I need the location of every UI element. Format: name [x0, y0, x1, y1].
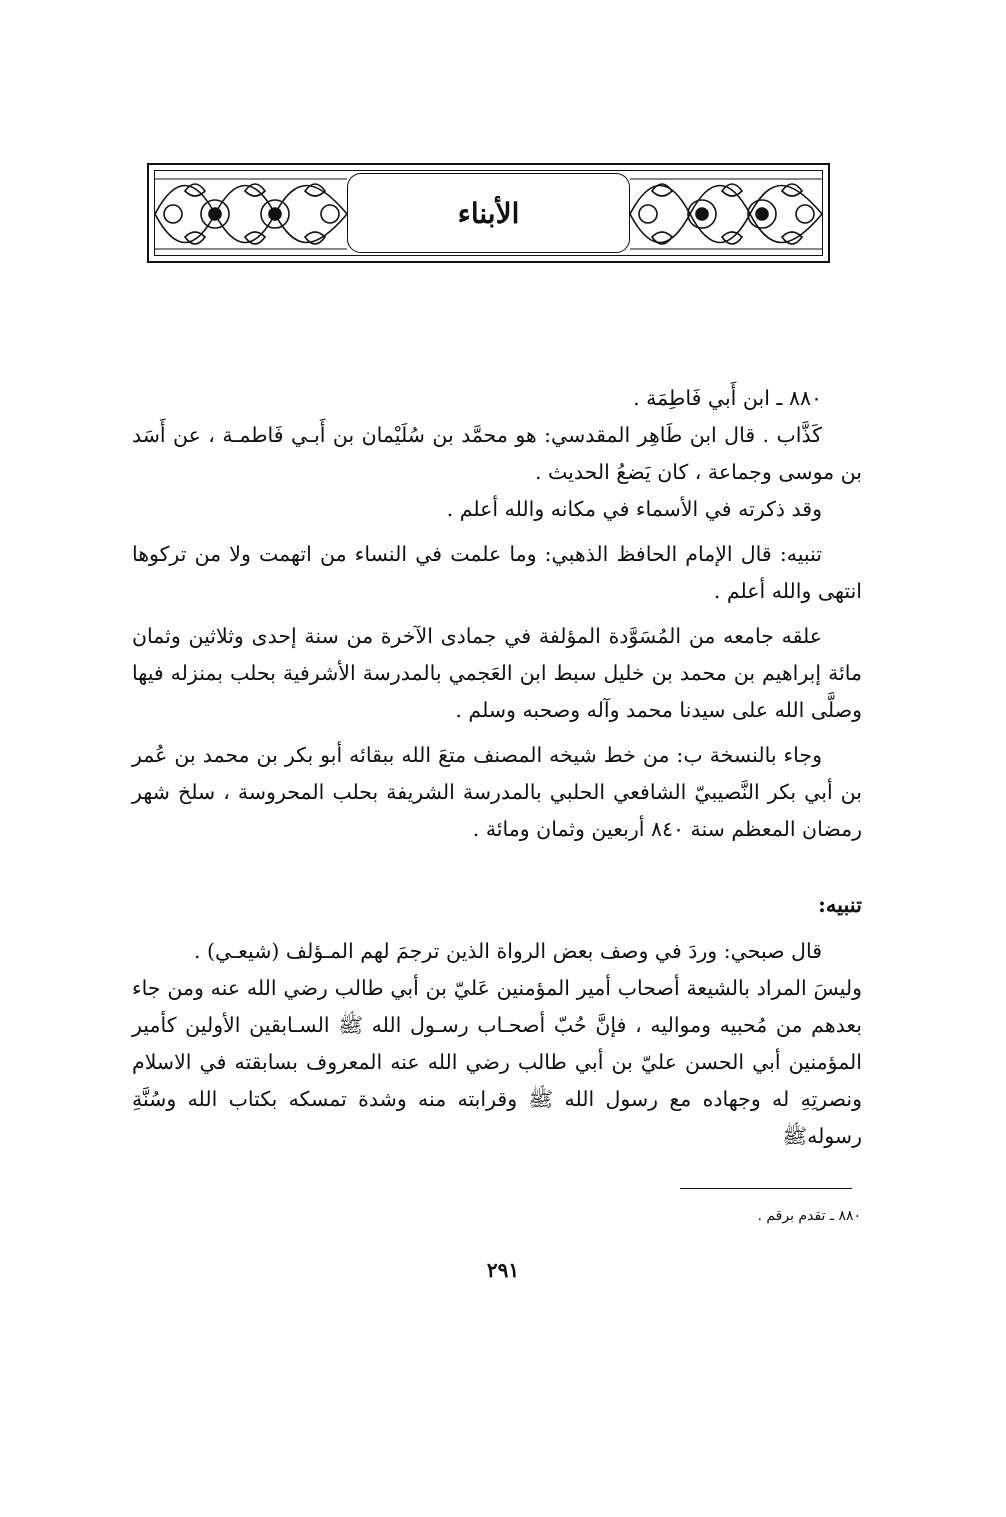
chapter-title: الأبناء	[457, 196, 520, 230]
note-paragraph: وليسَ المراد بالشيعة أصحاب أمير المؤمنين عَليّ بن أبي طالب رضي الله عنه ومن جاء بعدهم من مُحبيه ومواليه ، فإنَّ حُبّ أصحـاب رسـول الله ﷺ السـابقين الأولين كأمير المؤمنين أبي الحسن عليّ بن أبي طالب رضي الله عنه المعروف بسابقته في الاسلام ونصرتِهِ له وجهاده مع رسول الله ﷺ وقرابته منه وشدة تمسكه بكتاب الله وسُنَّةِ رسولهﷺ	[132, 976, 862, 1148]
title-banner	[147, 163, 830, 263]
entry-title: ٨٨٠ ـ ابن أَبي فَاطِمَة .	[633, 386, 822, 410]
title-panel	[347, 173, 630, 253]
paragraph: وقد ذكرته في الأسماء في مكانه والله أعلم .	[446, 497, 822, 521]
footnote-separator	[680, 1188, 852, 1189]
paragraph: كَذَّاب . قال ابن طَاهِر المقدسي: هو محمَّد بن سُلَيْمان بن أَبـي فَاطمـة ، عن أَسَد بن موسى وجماعة ، كان يَضعُ الحديث .	[132, 423, 862, 484]
main-text	[132, 380, 862, 1155]
arabesque-ornament-left	[155, 171, 347, 255]
paragraph: تنبيه: قال الإمام الحافظ الذهبي: وما علمت في النساء من اتهمت ولا من تركوها انتهى والله أعلم .	[132, 542, 862, 603]
arabesque-ornament-right	[630, 171, 822, 255]
paragraph: علقه جامعه من المُسَوَّدة المؤلفة في جمادى الآخرة من سنة إحدى وثلاثين وثمان مائة إبراهيم بن محمد بن خليل سبط ابن العَجمي بالمدرسة الأشرفية بحلب بمنزله فيها وصلَّى الله على سيدنا محمد وآله وصحبه وسلم .	[132, 624, 862, 722]
note-paragraph: قال صبحي: وردَ في وصف بعض الرواة الذين ترجمَ لهم المـؤلف (شيعـي) .	[194, 939, 822, 963]
note-heading: تنبيه:	[818, 892, 862, 917]
page-number: ٢٩١	[486, 1258, 520, 1282]
footnote: ٨٨٠ ـ تقدم برقم .	[757, 1208, 861, 1224]
paragraph: وجاء بالنسخة ب: من خط شيخه المصنف متعَ الله ببقائه أبو بكر بن محمد بن عُمر بن أبي بكر النَّصيبيّ الشافعي الحلبي بالمدرسة الشريفة بحلب المحروسة ، سلخ شهر رمضان المعظم سنة ٨٤٠ أربعين وثمان ومائة .	[132, 743, 862, 841]
